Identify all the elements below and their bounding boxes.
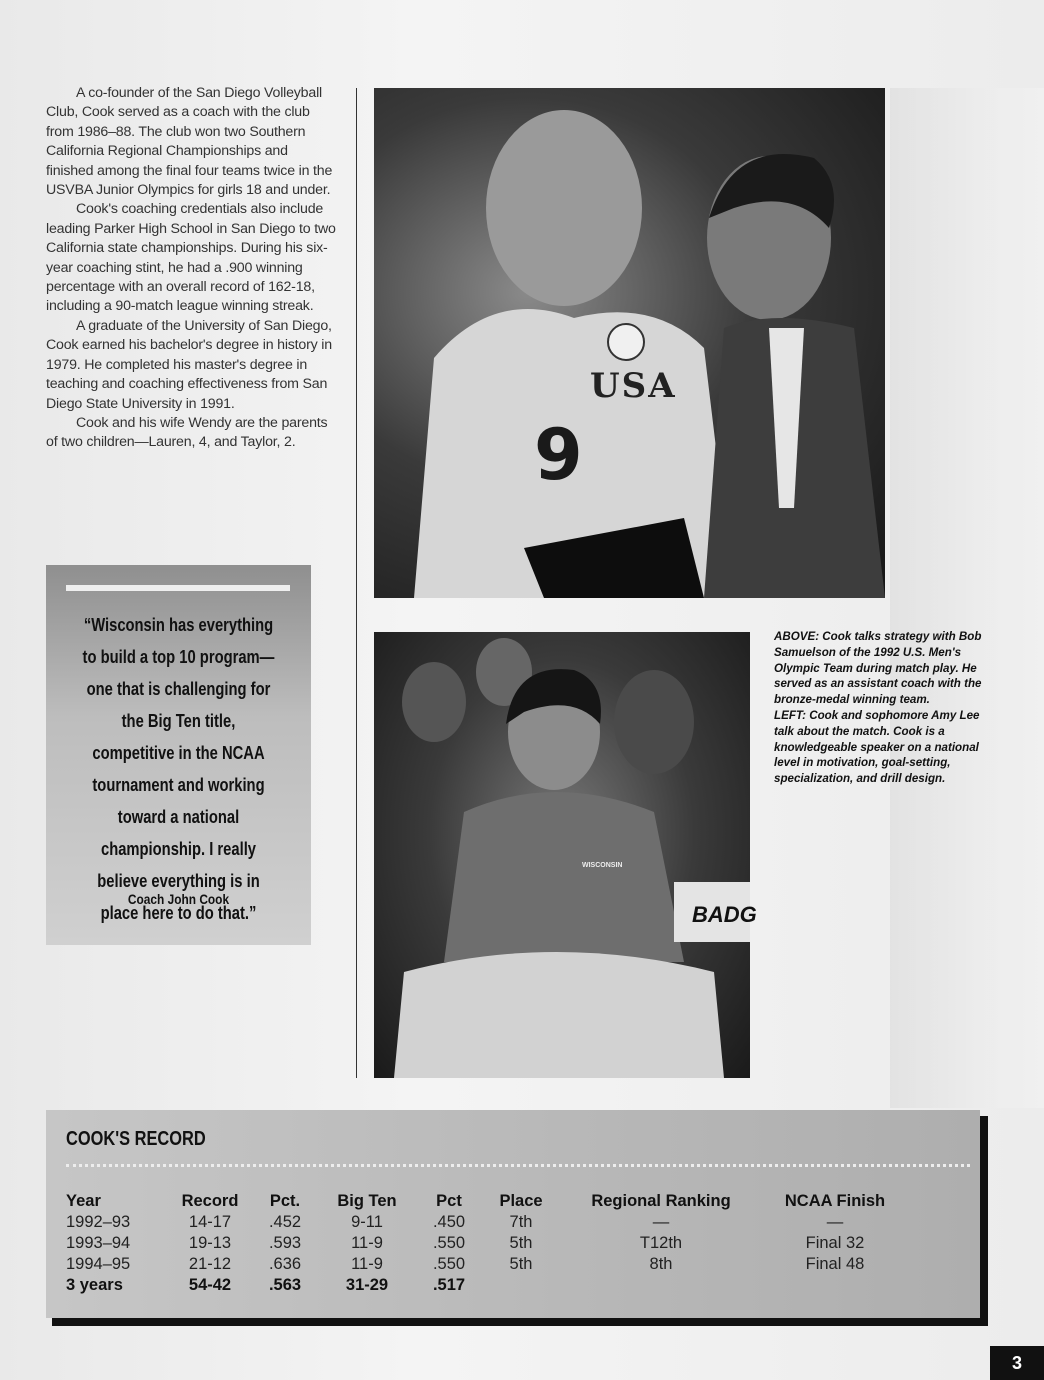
volleyball-logo [608,324,644,360]
table-cell: 19-13 [188,1234,232,1252]
table-cell [476,1275,566,1296]
table-cell: .550 [432,1255,466,1273]
table-cell: Final 32 [805,1234,865,1252]
column-header: Regional Ranking [591,1191,731,1210]
pull-quote-text: “Wisconsin has everything to build a top 10 program—one that is challenging for the Big Ten title, competitive in the NCAA tournament and working toward a national championship. I really believe everything is in place here to do that.” [82,615,275,923]
table-cell: 5th [509,1234,533,1252]
bio-paragraph: Cook's coaching credentials also include leading Parker High School in San Diego to two California state championships. During his six-year coaching stint, he had a .900 winning percentage with an overall record of 162-18, including a 90-match league winning streak. [46,201,336,315]
table-cell: .593 [268,1234,302,1252]
table-cell: .550 [432,1234,466,1252]
table-cell: 1994–95 [66,1255,131,1273]
shirt-logo-text: WISCONSIN [582,862,623,869]
bio-paragraph: Cook and his wife Wendy are the parents of two children—Lauren, 4, and Taylor, 2. [46,414,328,451]
column-header: Year [66,1191,101,1210]
column-header: Place [499,1191,543,1210]
column-header: Pct [436,1191,462,1210]
record-table [66,1190,914,1296]
table-cell: T12th [639,1234,683,1252]
photo-illustration [374,632,750,1078]
table-cell: 11-9 [351,1234,383,1252]
table-cell: 8th [649,1255,673,1273]
photo-cook-with-samuelson [374,88,885,598]
table-total-row [66,1275,914,1296]
table-cell: 11-9 [351,1255,383,1273]
column-header: Record [181,1191,239,1210]
table-cell: 54-42 [188,1276,232,1294]
table-cell: 14-17 [188,1213,232,1231]
badgers-banner-text: BADG [692,902,757,927]
pants-shape [394,952,724,1078]
table-cell: — [652,1213,670,1231]
caption-above: ABOVE: Cook talks strategy with Bob Samuelson of the 1992 U.S. Men's Olympic Team during match play. He served as an assistant coach with the bronze-medal winning team. [774,630,982,707]
cooks-record-box [46,1110,980,1318]
table-cell [566,1275,756,1296]
jersey-usa-text: USA [590,366,677,406]
table-cell: 31-29 [345,1276,389,1294]
player-head-shape [486,110,642,306]
crowd-shape [614,670,694,774]
table-cell: .563 [268,1276,302,1294]
column-divider [356,88,357,1078]
table-cell: .636 [268,1255,302,1273]
polo-shirt-shape [444,792,684,962]
pull-quote-attribution: Coach John Cook [127,891,230,907]
crowd-shape [402,662,466,742]
table-row [66,1254,914,1275]
photo-illustration [374,88,885,598]
quote-top-bar [66,585,290,591]
table-cell: — [826,1213,844,1231]
column-header: NCAA Finish [784,1191,886,1210]
table-cell [756,1275,914,1296]
photo-cook-courtside [374,632,757,1078]
table-cell: 1993–94 [66,1234,131,1252]
table-cell: .452 [268,1213,302,1231]
table-cell: 21-12 [188,1255,232,1273]
table-cell: 1992–93 [66,1213,131,1231]
page-number: 3 [990,1346,1044,1380]
table-row [66,1233,914,1254]
photo-caption [774,629,989,787]
bio-text-column [46,84,336,453]
table-header-row [66,1190,914,1212]
record-title: COOK'S RECORD [66,1128,206,1150]
table-cell: Final 48 [805,1255,865,1273]
column-header: Big Ten [337,1191,397,1210]
table-row [66,1212,914,1233]
dotted-divider [66,1164,970,1167]
caption-left: LEFT: Cook and sophomore Amy Lee talk about the match. Cook is a knowledgeable speaker on a national level in motivation, goal-setting, specialization, and drill design. [774,708,980,786]
table-cell: 7th [509,1213,533,1231]
column-header: Pct. [269,1191,301,1210]
table-cell: 5th [509,1255,533,1273]
table-cell: .450 [432,1213,466,1231]
bio-paragraph: A graduate of the University of San Diego, Cook earned his bachelor's degree in history in 1979. He completed his master's degree in teaching and coaching effectiveness from San Diego State University in 1991. [46,317,332,412]
table-cell: 3 years [66,1276,123,1294]
facing-page-bleed [890,88,1044,1108]
table-cell: .517 [432,1276,466,1294]
table-cell: 9-11 [351,1213,383,1231]
pull-quote-box [46,565,311,945]
jersey-number: 9 [534,414,583,496]
bio-paragraph: A co-founder of the San Diego Volleyball Club, Cook served as a coach with the club from 1986–88. The club won two Southern California Regional Championships and finished among the final four teams twice in the USVBA Junior Olympics for girls 18 and under. [46,85,333,199]
